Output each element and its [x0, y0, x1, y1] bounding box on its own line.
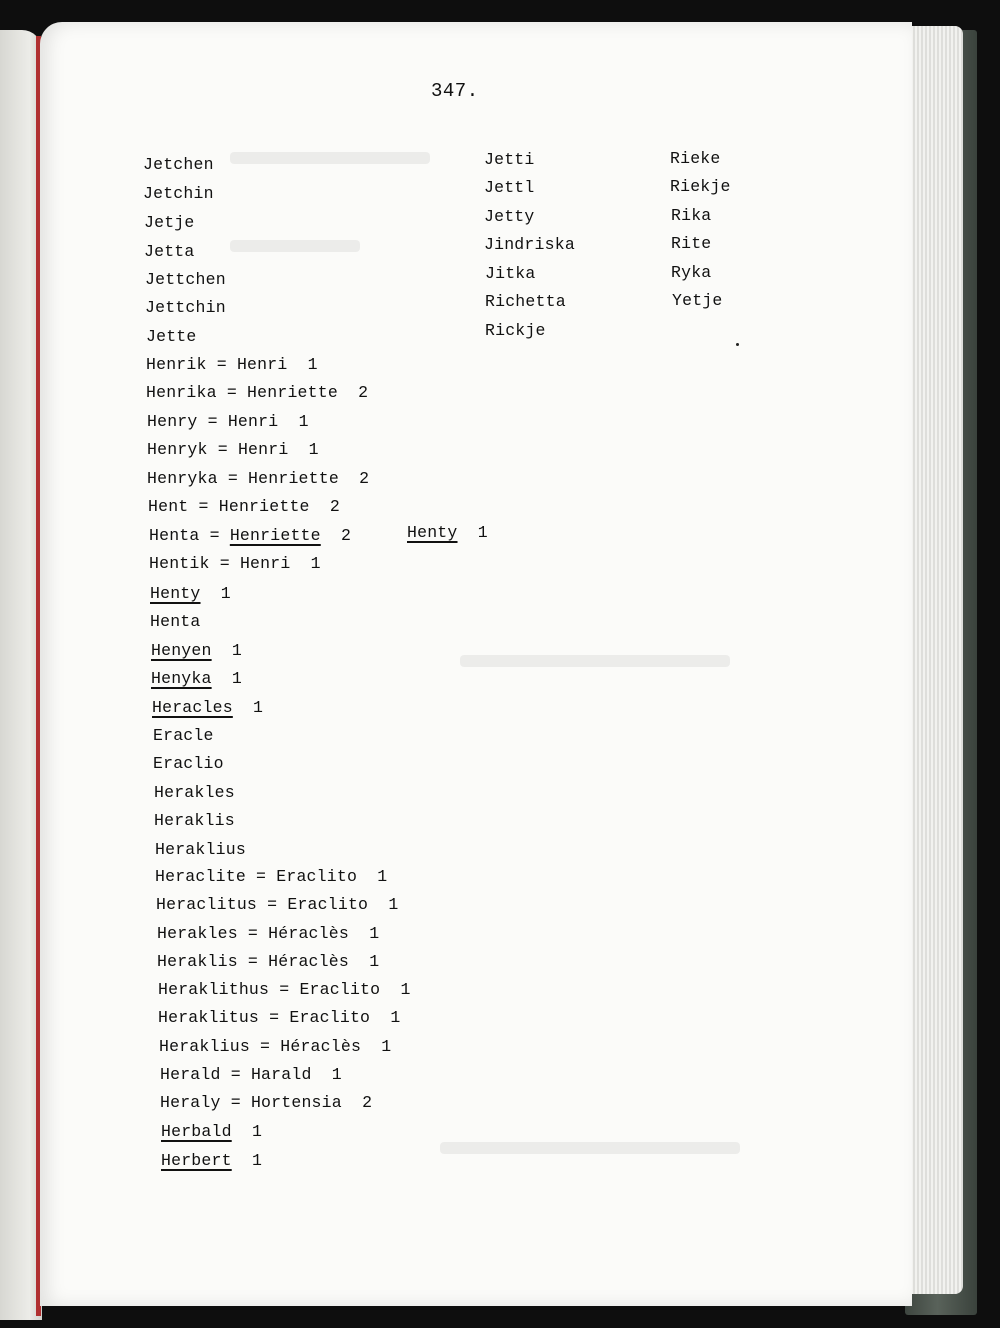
- list-item: Rite: [671, 234, 712, 253]
- list-item: Jettl: [484, 178, 535, 197]
- entry-count: 1: [369, 924, 380, 943]
- entry-target: Héraclès: [268, 924, 349, 943]
- list-item: Jetti: [484, 150, 535, 169]
- entry-name: Henta: [149, 526, 200, 545]
- entry-count: 1: [377, 867, 388, 886]
- entry-name: Heraly: [160, 1093, 221, 1112]
- entry-target: Eraclito: [289, 1008, 371, 1027]
- equivalence-entry: Henrik = Henri 1: [146, 355, 318, 374]
- list-item: Heraklius: [155, 840, 246, 859]
- show-through-mark: [230, 240, 360, 252]
- list-item: Jitka: [485, 264, 536, 283]
- entry-target: Henri: [227, 412, 279, 431]
- entry-name: Heraklis: [157, 952, 238, 971]
- list-item: Riekje: [670, 177, 731, 196]
- entry-count: 2: [362, 1093, 373, 1112]
- equivalence-entry: Henryka = Henriette 2: [147, 469, 370, 488]
- heading-entry: [151, 641, 242, 660]
- entry-target: Henriette: [248, 469, 339, 488]
- page-number: 347.: [431, 80, 479, 102]
- list-item: Jindriska: [484, 235, 575, 254]
- equivalence-entry: Henryk = Henri 1: [147, 440, 319, 459]
- entry-target: Henri: [237, 440, 289, 459]
- entry-name: Henty: [150, 584, 201, 603]
- entry-target: Eraclito: [299, 980, 381, 999]
- list-item: Heraklis: [154, 811, 235, 830]
- list-item: Jetje: [144, 213, 195, 232]
- list-item: Jettchen: [145, 270, 226, 289]
- entry-count: 1: [231, 641, 242, 660]
- list-item: Jetta: [144, 242, 195, 261]
- heading-entry: [161, 1122, 262, 1141]
- entry-name: Henrika: [146, 383, 217, 402]
- entry-name: Herakles: [157, 924, 238, 943]
- entry-count: 1: [308, 440, 319, 459]
- equivalence-entry: Henrika = Henriette 2: [146, 383, 369, 402]
- entry-name: Hent: [148, 497, 189, 516]
- entry-name: Heraklitus: [158, 1008, 260, 1027]
- equivalence-entry: Heraklis = Héraclès 1: [157, 952, 380, 971]
- stray-ink-dot: [736, 343, 739, 346]
- list-item: Rickje: [485, 321, 546, 340]
- list-item: Jetchin: [143, 184, 214, 203]
- entry-count: 1: [310, 554, 321, 573]
- equivalence-entry: Heraklitus = Eraclito 1: [158, 1008, 401, 1027]
- list-item: Eracle: [153, 726, 214, 745]
- list-item: Herakles: [154, 783, 235, 802]
- entry-name: Herbald: [161, 1122, 232, 1141]
- list-item: Henta: [150, 612, 201, 631]
- entry-name: Henyka: [151, 669, 212, 688]
- entry-count: 1: [298, 412, 309, 431]
- list-item: Rieke: [670, 149, 721, 168]
- entry-name: Heraklithus: [158, 980, 270, 999]
- entry-count: 1: [307, 355, 318, 374]
- list-item: Ryka: [671, 263, 712, 282]
- entry-name: Henty: [407, 523, 458, 542]
- entry-name: Heraclite: [155, 867, 246, 886]
- entry-count: 1: [369, 952, 380, 971]
- entry-target: Henriette: [247, 383, 338, 402]
- entry-target: Hortensia: [250, 1093, 342, 1112]
- equivalence-entry: Heraklithus = Eraclito 1: [158, 980, 411, 999]
- entry-target: Henriette: [229, 526, 321, 545]
- equivalence-entry: Henry = Henri 1: [147, 412, 309, 431]
- list-item: Jettchin: [145, 298, 226, 317]
- entry-count: 1: [331, 1065, 342, 1084]
- list-item: Yetje: [672, 291, 723, 310]
- equivalence-entry: Hentik = Henri 1: [149, 554, 321, 573]
- list-item: Rika: [671, 206, 712, 225]
- heading-entry: [150, 584, 231, 603]
- entry-count: 1: [251, 1151, 263, 1170]
- equivalence-entry: Heraclitus = Eraclito 1: [156, 895, 399, 914]
- equivalence-entry: Heraklius = Héraclès 1: [159, 1037, 392, 1056]
- entry-count: 2: [329, 497, 340, 516]
- entry-target: Henriette: [218, 497, 310, 516]
- equivalence-entry: Heraly = Hortensia 2: [160, 1093, 373, 1112]
- entry-name: Henry: [147, 412, 198, 431]
- entry-name: Hentik: [149, 554, 210, 573]
- show-through-mark: [460, 655, 730, 667]
- entry-count: 1: [390, 1008, 401, 1027]
- entry-target: Héraclès: [268, 952, 349, 971]
- equivalence-entry: Herakles = Héraclès 1: [157, 924, 380, 943]
- entry-name: Herbert: [161, 1151, 232, 1170]
- heading-entry: [152, 698, 263, 717]
- entry-count: 1: [381, 1037, 392, 1056]
- heading-entry: [151, 669, 242, 688]
- entry-count: 1: [388, 895, 399, 914]
- entry-target: Eraclito: [276, 867, 358, 886]
- entry-count: 2: [340, 526, 352, 545]
- equivalence-entry: Herald = Harald 1: [160, 1065, 342, 1084]
- entry-count: 1: [400, 980, 411, 999]
- equivalence-entry: Heraclite = Eraclito 1: [155, 867, 388, 886]
- list-item: Richetta: [485, 292, 566, 311]
- entry-count: 1: [231, 669, 242, 688]
- cross-reference-entry: [407, 523, 488, 542]
- entry-name: Heraclitus: [156, 895, 258, 914]
- list-item: Eraclio: [153, 754, 224, 773]
- entry-target: Eraclito: [287, 895, 369, 914]
- entry-count: 1: [220, 584, 231, 603]
- show-through-mark: [440, 1142, 740, 1154]
- entry-count: 2: [358, 383, 369, 402]
- entry-target: Henri: [236, 355, 288, 374]
- list-item: Jette: [146, 327, 197, 346]
- entry-name: Henryk: [147, 440, 208, 459]
- entry-target: Héraclès: [280, 1037, 362, 1056]
- equivalence-entry: Hent = Henriette 2: [148, 497, 340, 516]
- equivalence-entry: Henta = Henriette 2: [149, 526, 352, 545]
- entry-count: 1: [251, 1122, 263, 1141]
- entry-name: Herald: [160, 1065, 221, 1084]
- entry-count: 1: [253, 698, 264, 717]
- show-through-mark: [230, 152, 430, 164]
- entry-name: Heraklius: [159, 1037, 250, 1056]
- entry-count: 2: [359, 469, 370, 488]
- entry-name: Heracles: [152, 698, 233, 717]
- list-item: Jetty: [484, 207, 535, 226]
- entry-target: Henri: [239, 554, 291, 573]
- entry-count: 1: [477, 523, 488, 542]
- entry-name: Henrik: [146, 355, 207, 374]
- list-item: Jetchen: [143, 155, 214, 174]
- entry-name: Henyen: [151, 641, 212, 660]
- entry-name: Henryka: [147, 469, 218, 488]
- heading-entry: [161, 1151, 262, 1170]
- entry-target: Harald: [250, 1065, 312, 1084]
